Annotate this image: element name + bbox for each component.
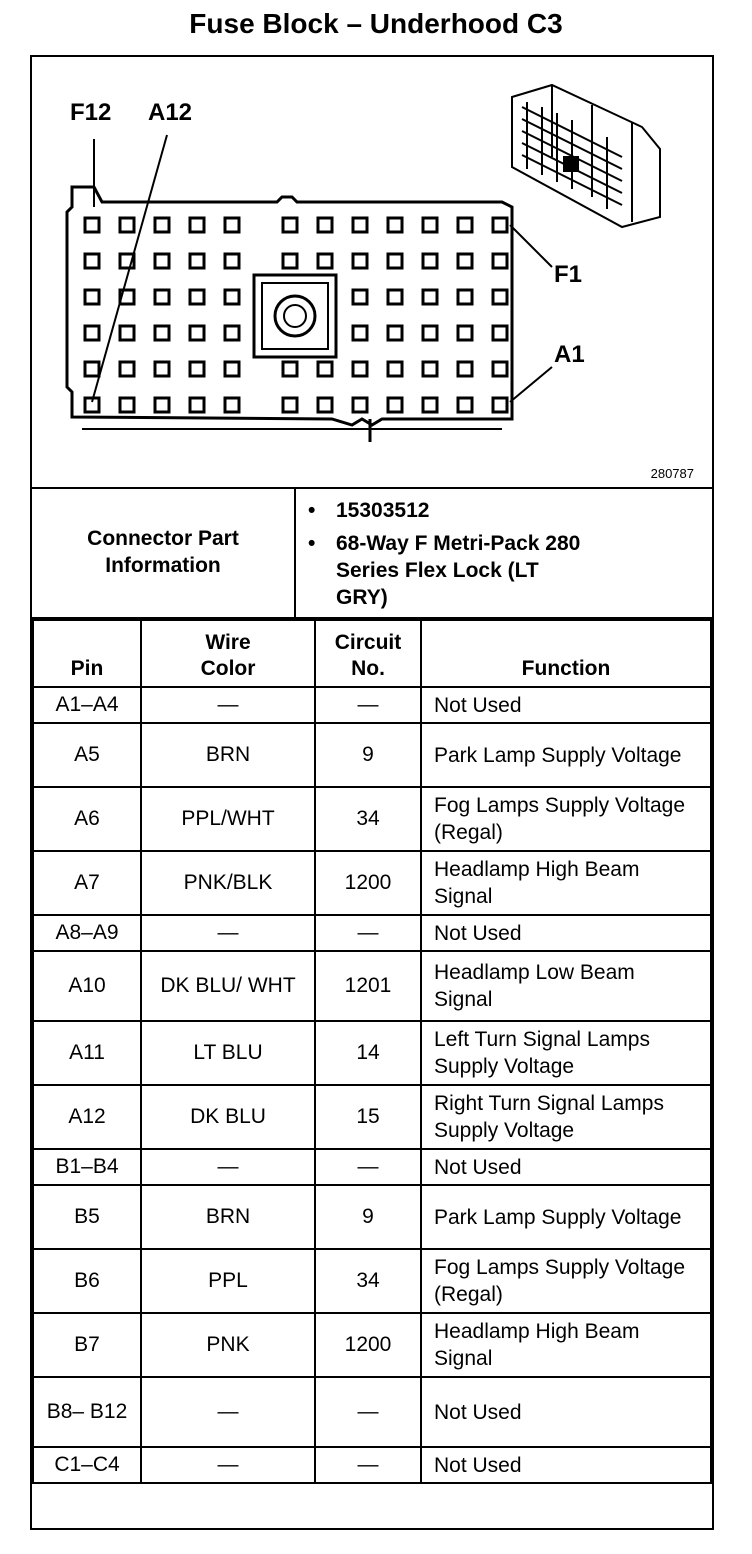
- pin-cell: A8–A9: [33, 915, 141, 951]
- pin-cavity: [353, 326, 367, 340]
- pin-cavity: [493, 326, 507, 340]
- pin-cell: B1–B4: [33, 1149, 141, 1185]
- wire-color-cell: BRN: [141, 723, 315, 787]
- circuit-number-cell: 34: [315, 1249, 421, 1313]
- wire-color-cell: PNK/BLK: [141, 851, 315, 915]
- pin-cavity: [353, 362, 367, 376]
- pin-cavity: [155, 218, 169, 232]
- table-row: [33, 1149, 711, 1185]
- label-a12: A12: [148, 99, 193, 126]
- circuit-number-cell: 1200: [315, 1313, 421, 1377]
- function-cell: Not Used: [421, 687, 711, 723]
- function-cell: Headlamp High Beam Signal: [421, 851, 711, 915]
- circuit-number-cell: 34: [315, 787, 421, 851]
- table-row: [33, 787, 711, 851]
- pin-cavity: [458, 254, 472, 268]
- wire-color-cell: —: [141, 1447, 315, 1483]
- circuit-number-cell: 15: [315, 1085, 421, 1149]
- pin-cavity: [85, 254, 99, 268]
- pin-cavity: [155, 326, 169, 340]
- pin-cavity: [353, 398, 367, 412]
- wire-color-cell: PNK: [141, 1313, 315, 1377]
- document-frame: [30, 55, 714, 1530]
- wire-color-cell: —: [141, 1149, 315, 1185]
- table-row: [33, 1249, 711, 1313]
- function-cell: Fog Lamps Supply Voltage (Regal): [421, 787, 711, 851]
- pin-cavity: [388, 362, 402, 376]
- pin-table: [32, 619, 712, 1484]
- function-cell: Not Used: [421, 1447, 711, 1483]
- circuit-number-cell: 14: [315, 1021, 421, 1085]
- figure-reference-number: 280787: [650, 466, 694, 481]
- pin-cavity: [85, 218, 99, 232]
- pin-cavity: [353, 254, 367, 268]
- pin-cell: B8– B12: [33, 1377, 141, 1447]
- table-row: [33, 851, 711, 915]
- circuit-number-cell: 1200: [315, 851, 421, 915]
- pin-cavity: [388, 290, 402, 304]
- header-pin: Pin: [33, 620, 141, 687]
- label-f1: F1: [554, 261, 583, 288]
- pin-cavity: [458, 290, 472, 304]
- circuit-number-cell: —: [315, 1149, 421, 1185]
- wire-color-cell: PPL/WHT: [141, 787, 315, 851]
- page-title: Fuse Block – Underhood C3: [189, 8, 563, 39]
- label-f12: F12: [70, 99, 112, 126]
- pin-cavity: [388, 218, 402, 232]
- pin-cell: A12: [33, 1085, 141, 1149]
- pin-grid: [85, 218, 507, 412]
- circuit-number-cell: —: [315, 687, 421, 723]
- pin-cavity: [155, 398, 169, 412]
- table-row: [33, 1185, 711, 1249]
- header-circuit-no: Circuit No.: [315, 620, 421, 687]
- pin-cell: A10: [33, 951, 141, 1021]
- connector-info-label: Connector Part Information: [32, 487, 296, 617]
- pin-cavity: [85, 290, 99, 304]
- circuit-number-cell: —: [315, 1447, 421, 1483]
- pin-cavity: [318, 254, 332, 268]
- connector-info-details: [296, 487, 712, 617]
- pin-cavity: [155, 254, 169, 268]
- function-cell: Left Turn Signal Lamps Supply Voltage: [421, 1021, 711, 1085]
- pin-cavity: [190, 362, 204, 376]
- table-row: [33, 1447, 711, 1483]
- pin-cavity: [283, 362, 297, 376]
- function-cell: Park Lamp Supply Voltage: [421, 1185, 711, 1249]
- function-cell: Park Lamp Supply Voltage: [421, 723, 711, 787]
- table-header-row: [33, 620, 711, 687]
- pin-cavity: [155, 290, 169, 304]
- pin-cavity: [493, 218, 507, 232]
- function-cell: Headlamp Low Beam Signal: [421, 951, 711, 1021]
- pin-cavity: [225, 290, 239, 304]
- connector-part-information: [32, 487, 712, 619]
- pin-cavity: [120, 362, 134, 376]
- pin-cavity: [190, 218, 204, 232]
- circuit-number-cell: 9: [315, 723, 421, 787]
- wire-color-cell: —: [141, 1377, 315, 1447]
- pin-cavity: [353, 290, 367, 304]
- connector-face-drawing: [32, 57, 712, 487]
- pin-cavity: [225, 326, 239, 340]
- pin-cavity: [283, 218, 297, 232]
- table-row: [33, 1313, 711, 1377]
- wire-color-cell: BRN: [141, 1185, 315, 1249]
- pin-cavity: [225, 218, 239, 232]
- table-row: [33, 723, 711, 787]
- pin-cavity: [493, 254, 507, 268]
- pin-cell: A1–A4: [33, 687, 141, 723]
- wire-color-cell: PPL: [141, 1249, 315, 1313]
- wire-color-cell: DK BLU/ WHT: [141, 951, 315, 1021]
- pin-cell: B7: [33, 1313, 141, 1377]
- pin-cell: B5: [33, 1185, 141, 1249]
- pin-cavity: [318, 398, 332, 412]
- header-function: Function: [421, 620, 711, 687]
- part-number: • 15303512: [336, 497, 712, 524]
- pin-cell: B6: [33, 1249, 141, 1313]
- pin-cell: A11: [33, 1021, 141, 1085]
- label-a1: A1: [554, 341, 585, 368]
- pin-cavity: [388, 326, 402, 340]
- table-row: [33, 1377, 711, 1447]
- table-row: [33, 1021, 711, 1085]
- circuit-number-cell: 9: [315, 1185, 421, 1249]
- center-boss: [254, 275, 336, 357]
- pin-cavity: [318, 218, 332, 232]
- pin-cavity: [458, 326, 472, 340]
- pin-cavity: [493, 362, 507, 376]
- function-cell: Fog Lamps Supply Voltage (Regal): [421, 1249, 711, 1313]
- pin-cavity: [155, 362, 169, 376]
- circuit-number-cell: —: [315, 915, 421, 951]
- circuit-number-cell: —: [315, 1377, 421, 1447]
- pin-cavity: [225, 254, 239, 268]
- pin-cavity: [190, 254, 204, 268]
- wire-color-cell: LT BLU: [141, 1021, 315, 1085]
- function-cell: Not Used: [421, 1149, 711, 1185]
- connector-description: • 68-Way F Metri-Pack 280 Series Flex Lock (LT GRY): [336, 530, 596, 611]
- pin-cavity: [120, 326, 134, 340]
- function-cell: Headlamp High Beam Signal: [421, 1313, 711, 1377]
- pin-cavity: [85, 362, 99, 376]
- pin-cavity: [423, 326, 437, 340]
- function-cell: Not Used: [421, 915, 711, 951]
- pin-cavity: [318, 362, 332, 376]
- pin-cavity: [388, 254, 402, 268]
- table-row: [33, 915, 711, 951]
- pin-cavity: [423, 218, 437, 232]
- pin-cavity: [423, 290, 437, 304]
- pin-cavity: [283, 398, 297, 412]
- pin-cell: A6: [33, 787, 141, 851]
- function-cell: Not Used: [421, 1377, 711, 1447]
- pin-cell: A5: [33, 723, 141, 787]
- pin-cavity: [493, 290, 507, 304]
- function-cell: Right Turn Signal Lamps Supply Voltage: [421, 1085, 711, 1149]
- pin-cavity: [120, 398, 134, 412]
- pin-cavity: [423, 362, 437, 376]
- pin-cavity: [493, 398, 507, 412]
- pin-cavity: [423, 254, 437, 268]
- pin-cavity: [190, 290, 204, 304]
- wire-color-cell: —: [141, 687, 315, 723]
- pin-cavity: [388, 398, 402, 412]
- pin-cavity: [458, 218, 472, 232]
- pin-cavity: [120, 218, 134, 232]
- connector-diagram: [32, 57, 712, 489]
- pin-cavity: [353, 218, 367, 232]
- table-row: [33, 687, 711, 723]
- connector-3d-icon: [512, 85, 660, 227]
- pin-cavity: [225, 398, 239, 412]
- pin-cell: A7: [33, 851, 141, 915]
- table-row: [33, 1085, 711, 1149]
- table-row: [33, 951, 711, 1021]
- pin-cavity: [458, 362, 472, 376]
- pin-cavity: [423, 398, 437, 412]
- pin-cavity: [85, 326, 99, 340]
- wire-color-cell: —: [141, 915, 315, 951]
- wire-color-cell: DK BLU: [141, 1085, 315, 1149]
- pin-cavity: [283, 254, 297, 268]
- pin-cavity: [190, 326, 204, 340]
- circuit-number-cell: 1201: [315, 951, 421, 1021]
- header-wire-color: Wire Color: [141, 620, 315, 687]
- pin-cavity: [190, 398, 204, 412]
- pin-cavity: [458, 398, 472, 412]
- pin-cell: C1–C4: [33, 1447, 141, 1483]
- pin-cavity: [225, 362, 239, 376]
